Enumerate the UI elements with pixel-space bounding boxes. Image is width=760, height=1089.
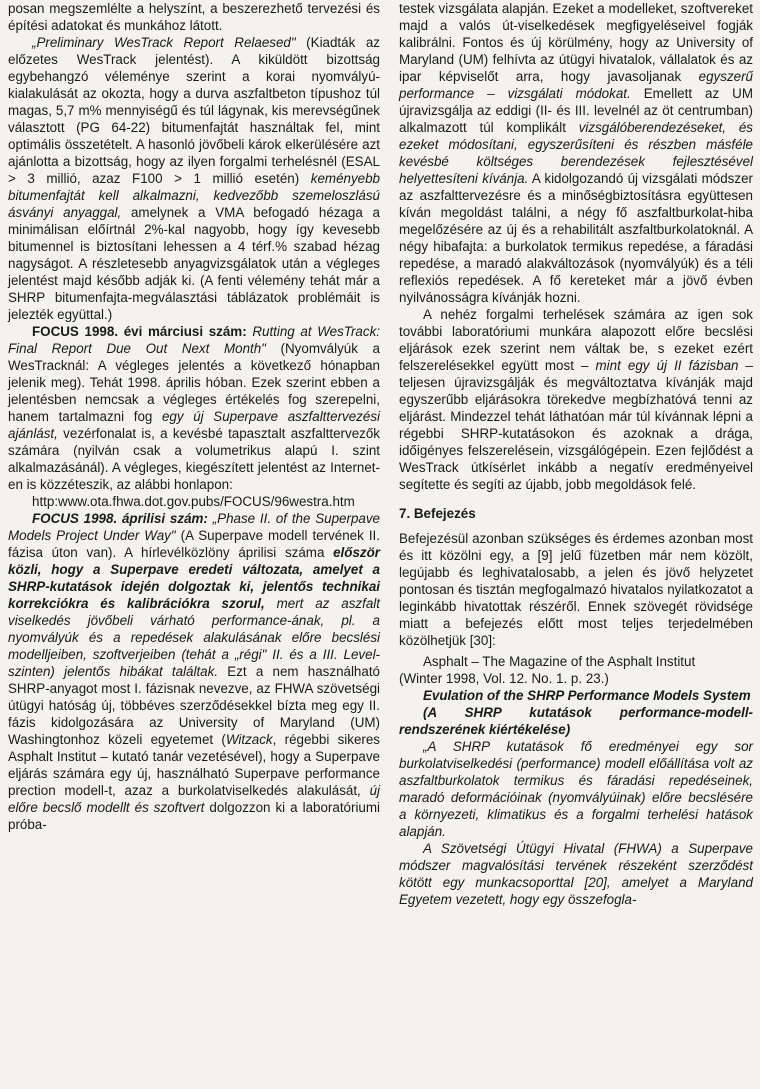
text: Emellett az UM újravizsgálja az eddigi (II- és III. levelnél az öt centrumban) alkalmazott túl komplikált <box>399 86 753 135</box>
emphasis: új előre becslő modellt és szoftvert <box>8 783 380 815</box>
source-label: FOCUS 1998. áprilisi szám: <box>32 511 208 526</box>
paragraph-focus-march <box>8 323 380 493</box>
text: A kidolgozandó új vizsgálati módszer az aszfalttervezésre és a minőségbiztosításra együttesen kíván megoldást találni, a négy fő aszfaltburkolat-hiba megelőzésére az új és a rehabilitált aszfaltburkolatoknál. A négy hibafajta: a burkolatok termikus repedése, a fáradási repedése, a maradó alakváltozások (nyomvályúk) és a téli reflexiós repedések. A fő kereteket már a jövő évben nyilvánosságra kívánják hozni. <box>399 171 753 305</box>
text: dolgozzon ki a laboratóriumi próba- <box>8 800 381 832</box>
right-column <box>399 0 753 908</box>
section-heading: 7. Befejezés <box>399 506 476 521</box>
emphasis: egy új Superpave aszfalttervezési ajánlást, <box>8 409 380 441</box>
text: A nehéz forgalmi terhelések számára az igen sok további laboratóriumi munkára alapozott előre becslési eljárások ezek szerint nem váltak be, s ezeket ezért felszerelésekkel együtt most – <box>399 307 753 373</box>
text: (Kiadták az előzetes WesTrack jelentést). A kiküldött bizottság egybehangzó véleménye szerint a korai nyomvályú-kialakulását az okozta, hogy a durva aszfaltbeton típushoz túl magas, 5,7 m% mennyiségű és túl lágynak, kis merevségűnek választott (PG 64-22) bitumenfajtát használtak fel, mint optimális összetételt. A hasonló jövőbeli károk elkerülésére azt ajánlotta a bizottság, hogy az ilyen forgalmi terhelésnél (ESAL > 3 millió, azaz F100 > 1 millió esetén) <box>8 35 380 186</box>
report-title: „Phase II. of the Superpave Models Project Under Way" <box>8 511 380 543</box>
text: amelynek a VMA befogadó hézaga a minimálisan előírtnál 2%-kal nagyobb, hogy így kevesebb bitumennel is biztosítani lehessen a 4 térf.% szabad hézag nagyságot. A részletesebb anyagvizsgálatok után a végleges jelentést majd később adják ki. (A fenti vélemény tehát már a SHRP bitumenfajta-megválasztási táblázatok problémáit is jelezték együttal.) <box>8 205 380 322</box>
emphasis: keményebb bitumenfajtát kell alkalmazni, kedvezőbb szemeloszlású ásványi anyaggal, <box>8 171 380 220</box>
text: testek vizsgálata alapján. Ezeket a modelleket, szoftvereket majd a valós út-viselkedések megfigyeléseivel fogják kalibrálni. Fontos és új körülmény, hogy az University of Maryland (UM) felhívta az útügyi hivatalok, vállalatok és az ipar képviselőt arra, hogy javasoljanak <box>399 1 753 84</box>
emphasis: egyszerű performance – vizsgálati módokat. <box>399 69 753 101</box>
paragraph-focus-april <box>8 510 380 833</box>
article-title: Evulation of the SHRP Performance Models System <box>423 688 751 703</box>
quoted-paragraph: „A SHRP kutatások fő eredményei egy sor burkolatviselkedési (performance) modell előállítása volt az aszfaltburkolatok termikus és fáradási repedéseinek, maradó deformációinak (nyomvályúinak) előre becslésére a környezeti, klimatikus és a forgalmi terhelési hatások alapján. <box>399 739 753 839</box>
report-title: „Preliminary WesTrack Report Relaesed" <box>32 35 296 50</box>
emphasis: mert az aszfalt viselkedés jövőbeli várható performance-ának, pl. a nyomvályúk és a repedések alakulásának előre becslési modelljeiben, szoftverjeiben (tehát a „régi" II. és a III. Level-szinten) jelentős hibákat találtak. <box>8 596 380 679</box>
paragraph <box>399 306 753 493</box>
reference-line: Asphalt – The Magazine of the Asphalt Institut <box>423 654 696 669</box>
reference-line: (Winter 1998, Vol. 12. No. 1. p. 23.) <box>399 671 609 686</box>
quoted-paragraph: A Szövetségi Útügyi Hivatal (FHWA) a Superpave módszer magvalósítási tervének részeként szerződést kötött egy munkacsoporttal [20], amelyet a Maryland Egyetem vezetett, hogy egy összefogla- <box>399 841 753 907</box>
emphasis: vizsgálóberendezéseket, és ezeket módosítani, egyszerűsíteni és részben másféle kevésbé költséges berendezések fejlesztésével helyettesíteni kívánja. <box>399 120 753 186</box>
report-title: Rutting at WesTrack: Final Report Due Out Next Month" <box>8 324 380 356</box>
left-column <box>8 0 380 833</box>
person-name: Witzack <box>225 732 273 747</box>
text: (A Superpave modell tervének II. fázisa úton van). A hírlevélközlöny áprilisi száma <box>8 528 380 560</box>
url-text: http:www.ota.fhwa.dot.gov.pubs/FOCUS/96westra.htm <box>32 494 355 509</box>
text: (Nyomvályúk a WesTracknál: A végleges jelentés a következő hónapban jelenik meg). Tehát 1998. április hóban. Ezek szerint ebben a jelentésben nemcsak a végleges értékelés fog szerepelni, hanem tartalmazni fog <box>8 341 380 424</box>
text: vezérfonalat is, a kevésbé tapasztalt aszfalttervezők számára (nyilván csak a volumetrikus alapú I. szint alkalmazásánál). A végleges, kiegészített jelentést az Internet-en is közzéteszik, az alábbi honlapon: <box>8 426 380 492</box>
paragraph-westrack-preliminary <box>8 34 380 323</box>
text: – teljesen újravizsgálják és megváltoztatva kívánják majd egyszerűbb eljárásokra törekedve megbízhatóvá tenni az eljárást. Mindezzel tehát láthatóan már túl kívánnak lépni a régebbi SHRP-kutatásokon és azoknak a drága, időigényes felszerelésein, vizsgálógépein. Ezen fejlődést a WesTrack útkísérlet inkább a negatív eredményeivel segítette és segíti az újabb, jobb megoldások felé. <box>399 358 753 492</box>
paragraph <box>399 0 753 306</box>
emphasis: mint egy új II fázisban <box>595 358 739 373</box>
source-label: FOCUS 1998. évi márciusi szám: <box>32 324 247 339</box>
paragraph <box>8 0 380 34</box>
text: posan megszemlélte a helyszínt, a beszerezhető tervezési és építési adatokat és munkához látott. <box>8 1 380 33</box>
text: Ezt a nem használható SHRP-anyagot most I. fázisnak nevezve, az FHWA szövetségi útügyi hatóság új, többéves szerződésekkel bízta meg egy II. fázis kidolgozására az University of Maryland (UM) Washingtonhoz közeli egyetemet ( <box>8 664 380 747</box>
strong-emphasis: először közli, hogy a Superpave eredeti változata, amelyet a SHRP-kutatások idején dolgoztak ki, jelentős technikai korrekciókra és kalibrációkra szorul, <box>8 545 380 611</box>
paragraph: Befejezésül azonban szükséges és érdemes azonban most és itt közölni egy, a [9] jelű füzetben már nem közölt, legújabb és leghivatalosabb, a jelen és jövő helyzetet pontosan és tisztán megfogalmazó hivatalos nyilatkozatot a leginkább hivatottak részéről. Ennek szövegét rövidsége miatt a befejezés előtt most teljes terjedelmében közölhetjük [30]: <box>399 531 753 648</box>
article-subtitle: (A SHRP kutatások performance-modell-rendszerének kiértékelése) <box>399 705 753 737</box>
text: , régebbi sikeres Asphalt Institut – kutató tanár vezetésével), hogy a Superpave eljárás számára egy új, használható Superpave performance prection modell-t, azaz a burkolatviselkedés alakulását, <box>8 732 380 798</box>
reference-block <box>399 653 753 687</box>
